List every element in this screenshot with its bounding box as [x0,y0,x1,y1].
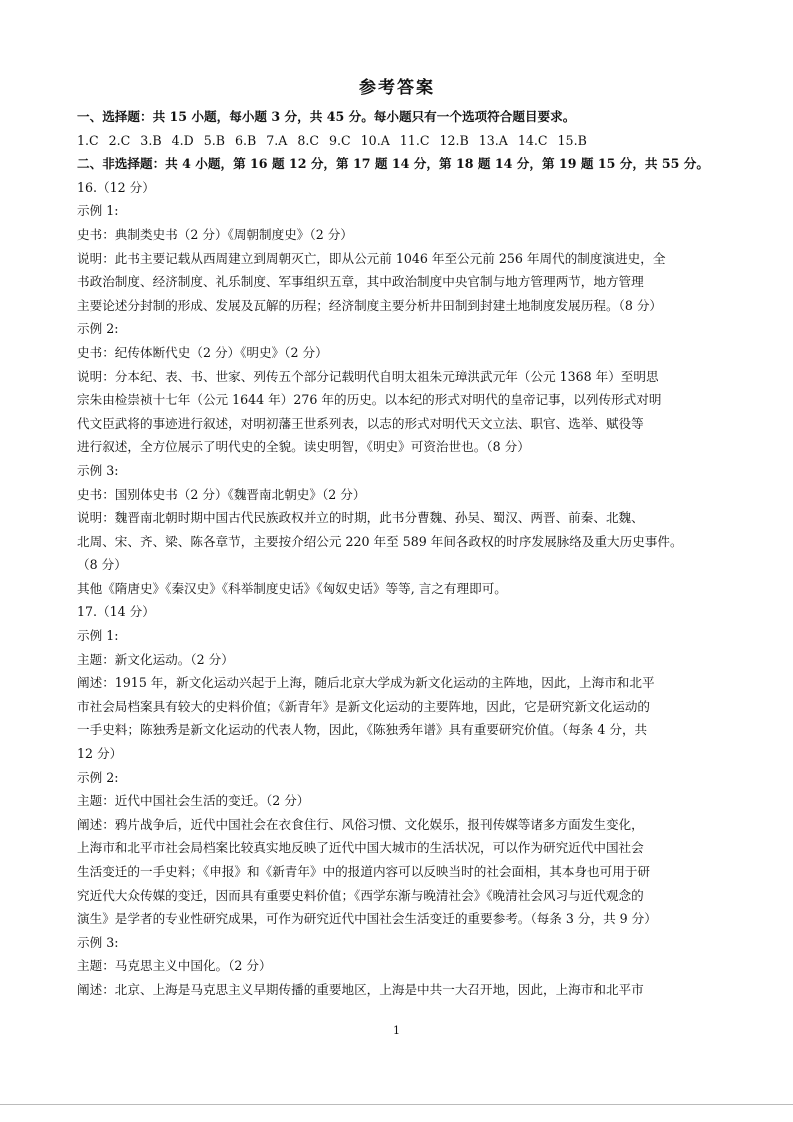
text-line: 主题：新文化运动。（2 分） [77,651,234,667]
text-line: 书政治制度、经济制度、礼乐制度、军事组织五章，其中政治制度中央官制与地方管理两节，地方管理 [77,274,644,290]
answer-body [77,105,717,1002]
text-line: 史书：国别体史书（2 分）《魏晋南北朝史》（2 分） [77,486,366,502]
page-number: 1 [393,1024,400,1037]
text-line: 演生》是学者的专业性研究成果，可作为研究近代中国社会生活变迁的重要参考。（每条 3 分，共 9 分） [77,911,657,927]
text-line: 主要论述分封制的形成、发展及瓦解的历程；经济制度主要分析井田制到封建土地制度发展历程。（8 分） [77,297,663,313]
text-line: 史书：纪传体断代史（2 分）《明史》（2 分） [77,344,328,360]
text-line: 说明：魏晋南北朝时期中国古代民族政权并立的时期，此书分曹魏、孙吴、蜀汉、两晋、前秦、北魏、 [77,510,644,526]
text-line: 主题：马克思主义中国化。（2 分） [77,958,272,974]
text-line: 示例 1: [77,628,119,644]
text-line: 说明：此书主要记载从西周建立到周朝灭亡，即从公元前 1046 年至公元前 256 年周代的制度演进史，全 [77,250,666,266]
text-line: 进行叙述，全方位展示了明代史的全貌。读史明智，《明史》可资治世也。（8 分） [77,439,530,455]
text-line: 示例 1: [77,203,119,219]
text-line: 宗朱由检崇祯十七年（公元 1644 年）276 年的历史。以本纪的形式对明代的皇帝记事，以列传形式对明 [77,392,662,408]
text-line: 其他《隋唐史》《秦汉史》《科举制度史话》《匈奴史话》等等, 言之有理即可。 [77,580,507,596]
text-line: 阐述：鸦片战争后，近代中国社会在衣食住行、风俗习惯、文化娱乐，报刊传媒等诸多方面发生变化， [77,816,644,832]
text-line: 生活变迁的一手史料；《申报》和《新青年》中的报道内容可以反映当时的社会面相，其本身也可用于研 [77,864,651,879]
text-line: 示例 3: [77,934,119,950]
text-line: 北周、宋、齐、梁、陈各章节，主要按介绍公元 220 年至 589 年间各政权的时序发展脉络及重大历史事件。 [77,533,683,549]
page-title: 参考答案 [359,78,435,98]
text-line: 史书：典制类史书（2 分）《周朝制度史》（2 分） [77,226,353,242]
text-line: 阐述：1915 年，新文化运动兴起于上海，随后北京大学成为新文化运动的主阵地，因此，上海市和北平 [77,675,655,691]
text-line: 主题：近代中国社会生活的变迁。（2 分） [77,793,310,809]
text-line: 16.（12 分） [77,179,155,195]
text-line: 17.（14 分） [77,604,155,620]
choice-answers: 1.C 2.C 3.B 4.D 5.B 6.B 7.A 8.C 9.C 10.A 11.C 12.B 13.A 14.C 15.B [77,132,587,148]
text-line: 说明：分本纪、表、书、世家、列传五个部分记载明代自明太祖朱元璋洪武元年（公元 1368 年）至明思 [77,368,659,384]
text-line: 示例 3: [77,462,119,478]
text-line: 示例 2: [77,321,119,337]
text-line: （8 分） [77,557,127,573]
answer-document [77,76,717,1002]
page-bottom-rule [0,1104,793,1105]
text-line: 究近代大众传媒的变迁，因而具有重要史料价值；《西学东渐与晚清社会》《晚清社会风习与近代观念的 [77,887,644,903]
text-line: 市社会局档案具有较大的史料价值；《新青年》是新文化运动的主要阵地，因此，它是研究新文化运动的 [77,698,651,714]
text-line: 一手史料；陈独秀是新文化运动的代表人物，因此，《陈独秀年谱》具有重要研究价值。（每条 4 分，共 [77,722,648,738]
text-line: 阐述：北京、上海是马克思主义早期传播的重要地区，上海是中共一大召开地，因此，上海市和北平市 [77,981,644,997]
text-line: 代文臣武将的事迹进行叙述，对明初藩王世系列表，以志的形式对明代天文立法、职官、选举、赋役等 [77,415,644,431]
section-heading: 二、非选择题：共 4 小题，第 16 题 12 分，第 17 题 14 分，第 18 题 14 分，第 19 题 15 分，共 55 分。 [77,156,709,172]
section-heading: 一、选择题：共 15 小题，每小题 3 分，共 45 分。每小题只有一个选项符合题目要求。 [77,109,576,124]
text-line: 12 分） [77,746,123,762]
text-line: 示例 2: [77,769,119,785]
text-line: 上海市和北平市社会局档案比较真实地反映了近代中国大城市的生活状况，可以作为研究近代中国社会 [77,840,644,856]
